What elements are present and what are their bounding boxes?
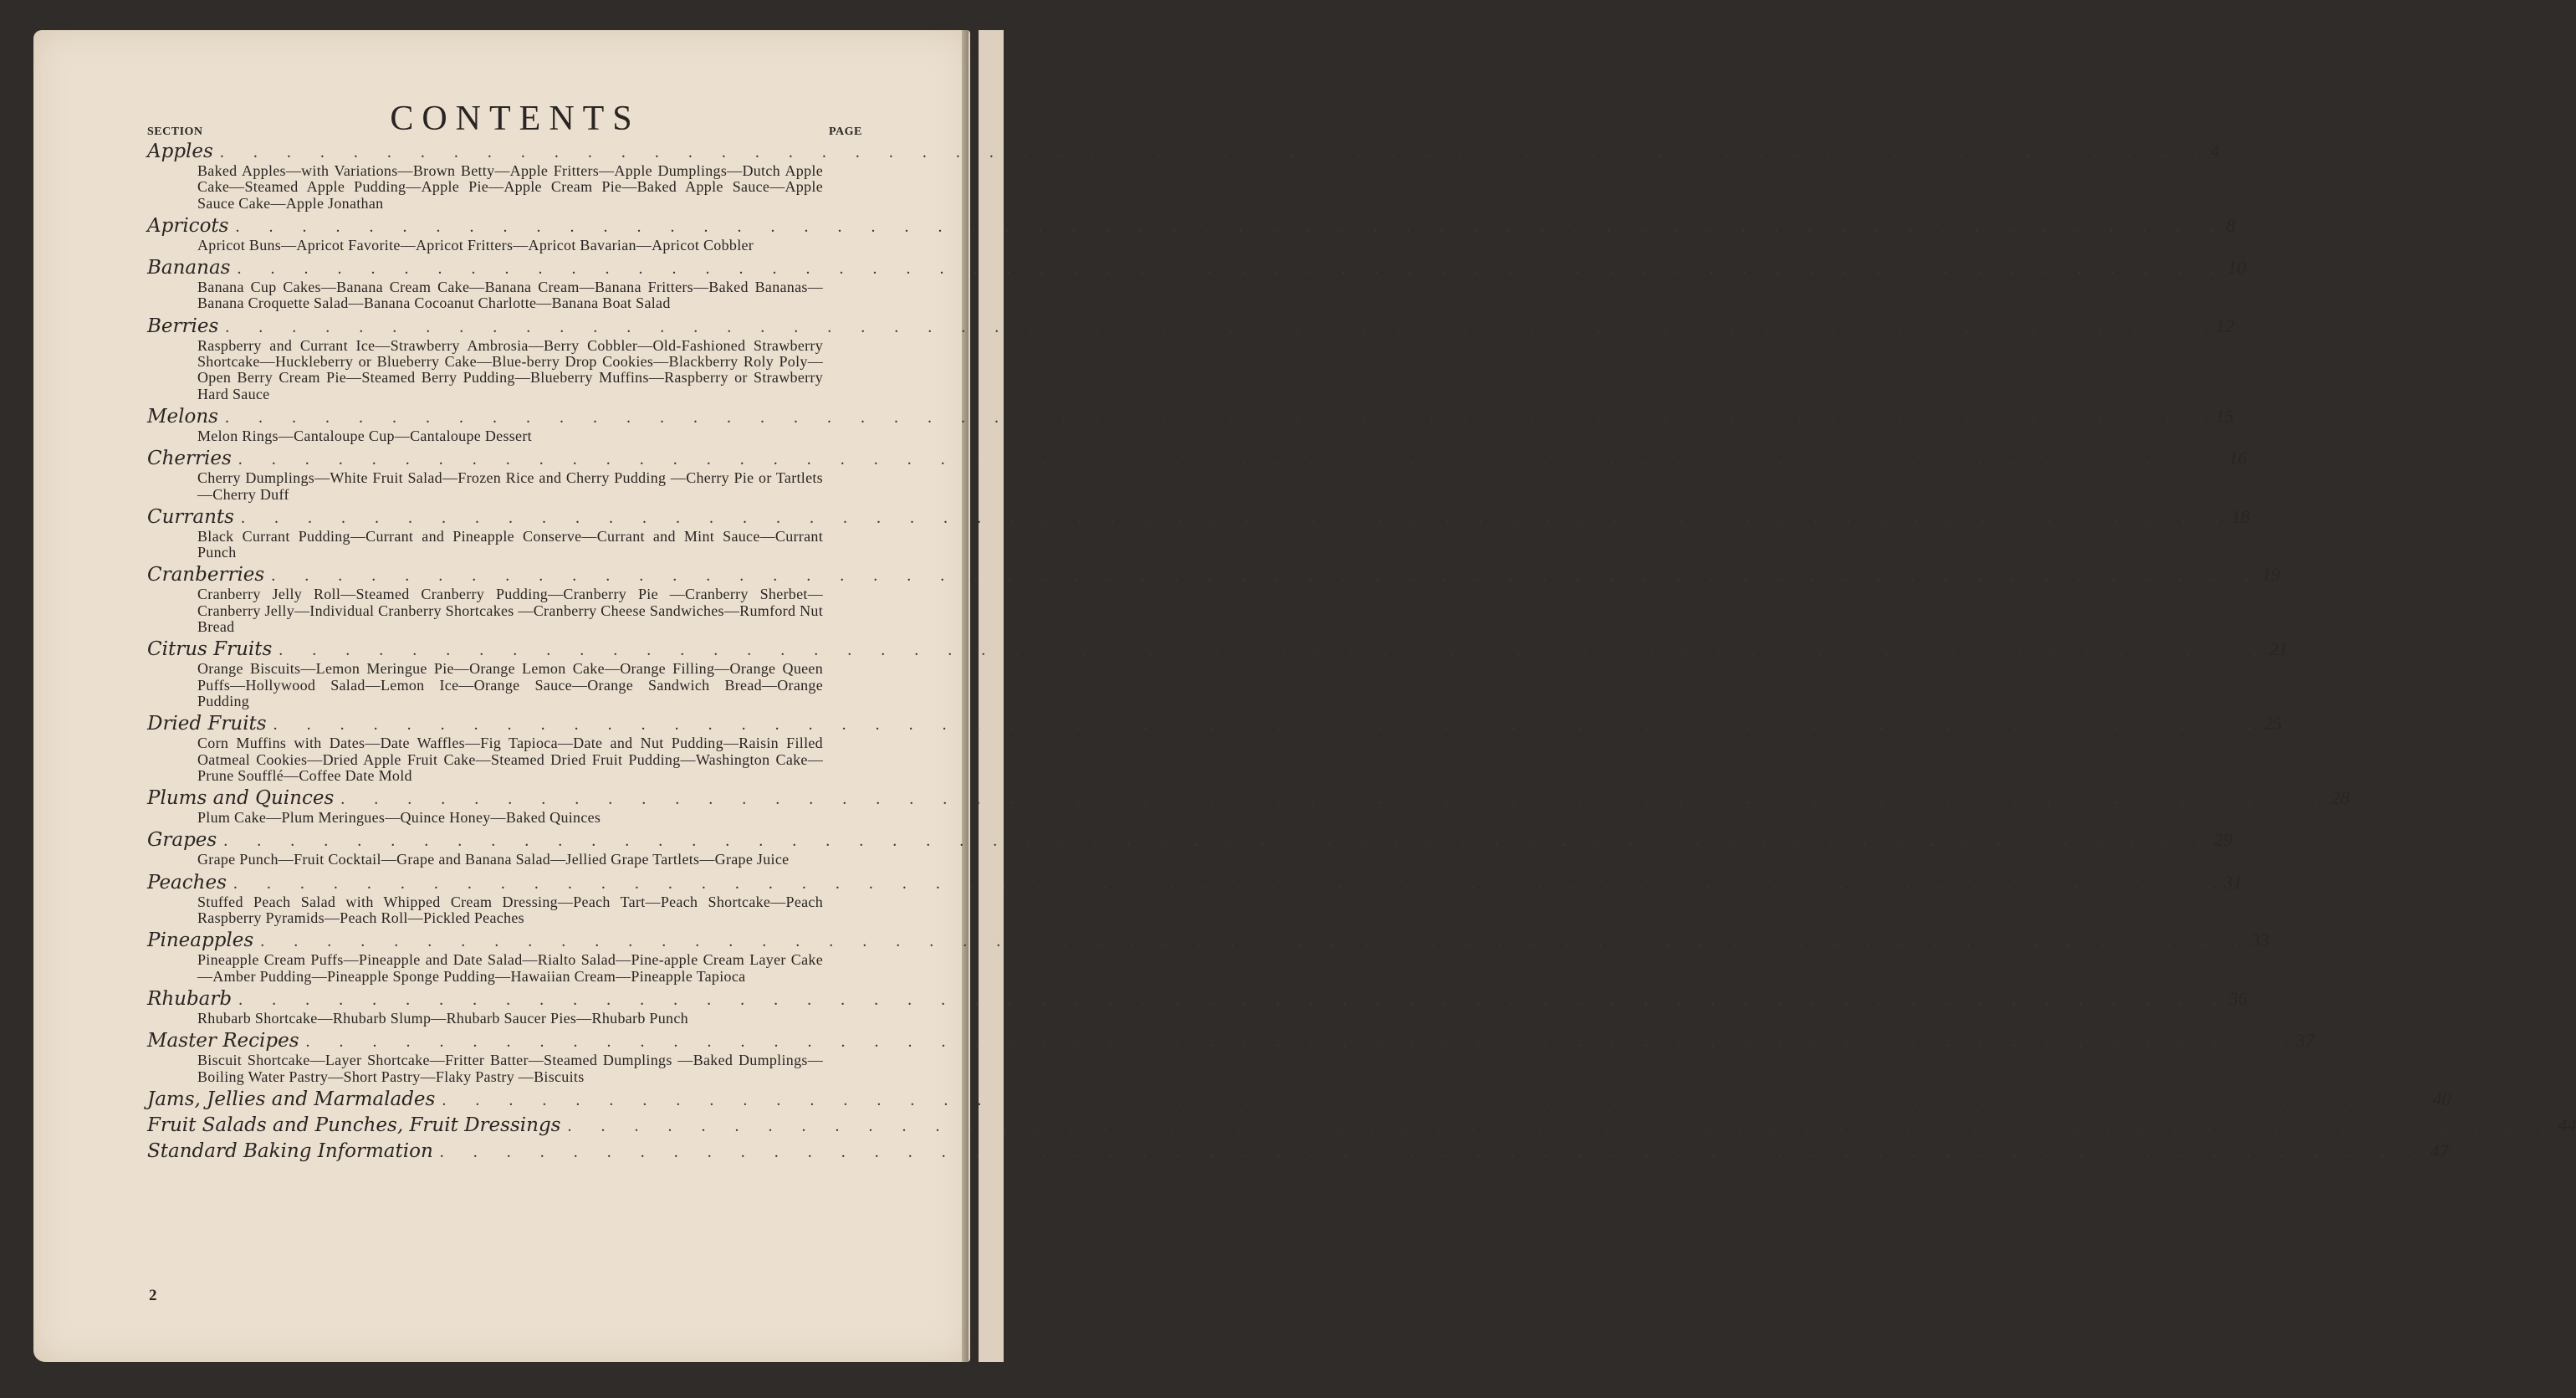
toc-entry: [147, 314, 2235, 404]
toc-heading-row: [147, 928, 2270, 952]
section-page-number: 31: [2223, 871, 2242, 893]
dot-leader: . . . . . . . . . . . . . . . . . . . . . . . . . . . . . . . . . . . . . . . . . . . . . . . . . . . . . . . . . . . .: [279, 641, 2270, 660]
toc-entry: [147, 1113, 2576, 1139]
page-number: 2: [149, 1287, 157, 1304]
toc-entry: [147, 139, 2220, 213]
section-title: Cherries: [147, 448, 232, 470]
dot-leader: . . . . . . . . . . . . . . . . . . . . . . . . . . . . . . . . . . . . . . . . . . . . . . . . . . . . . . . . . . . .: [305, 1032, 2297, 1052]
toc-entry: [147, 827, 2233, 869]
dot-leader: . . . . . . . . . . . . . . . . . . . . . . . . . . . . . . . . . . . . . . . . . . . . . . . . . . . . . . . . . . . .: [439, 1142, 2430, 1161]
section-page-number: 12: [2216, 315, 2235, 336]
section-recipe-list: Rhubarb Shortcake—Rhubarb Slump—Rhubarb Saucer Pies—Rhubarb Punch: [197, 1009, 688, 1027]
section-title: Fruit Salads and Punches, Fruit Dressings: [147, 1114, 561, 1136]
section-title: Master Recipes: [147, 1030, 299, 1052]
toc-heading-row: [147, 255, 2246, 279]
section-title: Apples: [147, 141, 213, 162]
section-title: Grapes: [147, 829, 217, 852]
toc-entry: [147, 928, 2270, 986]
section-page-number: 37: [2296, 1030, 2315, 1052]
toc-entry: [147, 637, 2288, 711]
toc-entry: [147, 255, 2246, 314]
section-recipe-list: Raspberry and Currant Ice—Strawberry Ambrosia—Berry Cobbler—Old-Fashioned Strawberry Shortcake—Huckleberry or Blueberry Cake—Blue-berry Drop Cookies—Blackberry Roly Poly—Open Berry Cream Pie—Steamed Berry Pudding—Blueberry Muffins—Raspberry or Strawberry Hard Sauce: [197, 336, 823, 402]
section-title: Dried Fruits: [147, 713, 267, 735]
section-recipe-list: Black Currant Pudding—Currant and Pineapple Conserve—Currant and Mint Sauce—Currant Punch: [197, 527, 823, 561]
dot-leader: . . . . . . . . . . . . . . . . . . . . . . . . . . . . . . . . . . . . . . . . . . . . . . . . . . . . . . . . . . . .: [273, 715, 2264, 735]
section-recipe-list: Banana Cup Cakes—Banana Cream Cake—Banana Cream—Banana Fritters—Baked Bananas—Banana Croquette Salad—Banana Cocoanut Charlotte—Banana Boat Salad: [197, 279, 823, 312]
dot-leader: . . . . . . . . . . . . . . . . . . . . . . . . . . . . . . . . . . . . . . . . . . . . . . . . . . . . . . . . . . . .: [219, 143, 2211, 161]
section-page-number: 28: [2331, 787, 2350, 809]
toc-entry: [147, 404, 2234, 446]
page-title: CONTENTS: [390, 100, 641, 138]
toc-heading-row: [147, 213, 2236, 238]
toc-heading-row: [147, 1087, 2451, 1111]
section-title: Cranberries: [147, 564, 265, 586]
toc-entry: [147, 562, 2281, 637]
section-title: Melons: [147, 405, 218, 428]
section-title: Bananas: [147, 257, 231, 279]
section-title: Plums and Quinces: [147, 787, 335, 810]
section-recipe-list: Stuffed Peach Salad with Whipped Cream Dressing—Peach Tart—Peach Shortcake—Peach Raspberry Pyramids—Peach Roll—Pickled Peaches: [197, 893, 823, 927]
toc-heading-row: [147, 562, 2281, 586]
section-title: Jams, Jellies and Marmalades: [147, 1088, 436, 1110]
toc-entry: [147, 446, 2247, 504]
toc-heading-row: [147, 1028, 2315, 1052]
section-recipe-list: Plum Cake—Plum Meringues—Quince Honey—Baked Quinces: [197, 809, 601, 827]
dot-leader: . . . . . . . . . . . . . . . . . . . . . . . . . . . . . . . . . . . . . . . . . . . . . . . . . . . . . . . . . . . .: [225, 317, 2216, 336]
dot-leader: . . . . . . . . . . . . . . . . . . . . . . . . . . . . . . . . . . . . . . . . . . . . . . . . . . . . . . . . . . . .: [235, 217, 2226, 236]
section-recipe-list: Apricot Buns—Apricot Favorite—Apricot Fritters—Apricot Bavarian—Apricot Cobbler: [197, 236, 754, 253]
section-page-number: 25: [2263, 713, 2282, 735]
section-recipe-list: Biscuit Shortcake—Layer Shortcake—Fritter Batter—Steamed Dumplings —Baked Dumplings—Boiling Water Pastry—Short Pastry—Flaky Pastry —Biscuits: [197, 1052, 823, 1085]
section-page-number: 47: [2430, 1139, 2449, 1161]
toc-heading-row: [147, 637, 2288, 661]
toc-heading-row: [147, 986, 2248, 1011]
toc-entry: [147, 1028, 2315, 1087]
toc-entry: [147, 213, 2236, 255]
section-page-number: 44: [2558, 1114, 2576, 1135]
toc-heading-row: [147, 786, 2350, 810]
section-page-number: 15: [2215, 405, 2234, 427]
dot-leader: . . . . . . . . . . . . . . . . . . . . . . . . . . . . . . . . . . . . . . . . . . . . . . . . . . . . . . . . . . . .: [238, 450, 2229, 469]
toc-heading-row: [147, 404, 2234, 428]
dot-leader: . . . . . . . . . . . . . . . . . . . . . . . . . . . . . . . . . . . . . . . . . . . . . . . . . . . . . . . . . . . .: [442, 1090, 2433, 1109]
section-column-label: SECTION: [147, 125, 203, 138]
section-recipe-list: Cranberry Jelly Roll—Steamed Cranberry Pudding—Cranberry Pie —Cranberry Sherbet—Cranberry Jelly—Individual Cranberry Shortcakes —Cranberry Cheese Sandwiches—Rumford Nut Bread: [197, 586, 823, 636]
table-of-contents: [147, 139, 2576, 1165]
toc-heading-row: [147, 314, 2235, 338]
section-title: Pineapples: [147, 929, 254, 952]
toc-heading-row: [147, 504, 2250, 529]
toc-heading-row: [147, 711, 2282, 735]
toc-heading-row: [147, 139, 2220, 163]
section-recipe-list: Melon Rings—Cantaloupe Cup—Cantaloupe Dessert: [197, 427, 532, 444]
section-recipe-list: Orange Biscuits—Lemon Meringue Pie—Orange Lemon Cake—Orange Filling—Orange Queen Puffs—Hollywood Salad—Lemon Ice—Orange Sauce—Orange Sandwich Bread—Orange Pudding: [197, 660, 823, 709]
dot-leader: . . . . . . . . . . . . . . . . . . . . . . . . . . . . . . . . . . . . . . . . . . . . . . . . . . . . . . . . . . . .: [238, 990, 2230, 1009]
section-page-number: 10: [2227, 257, 2246, 279]
toc-entry: [147, 1139, 2449, 1165]
section-recipe-list: Grape Punch—Fruit Cocktail—Grape and Banana Salad—Jellied Grape Tartlets—Grape Juice: [197, 851, 790, 868]
section-page-number: 40: [2432, 1088, 2451, 1109]
section-title: Citrus Fruits: [147, 638, 273, 661]
section-page-number: 4: [2210, 141, 2220, 161]
toc-entry: [147, 711, 2282, 786]
section-recipe-list: Corn Muffins with Dates—Date Waffles—Fig Tapioca—Date and Nut Pudding—Raisin Filled Oatmeal Cookies—Dried Apple Fruit Cake—Steamed Dried Fruit Pudding—Washington Cake—Prune Soufflé—Coffee Date Mold: [197, 735, 823, 784]
toc-entry: [147, 986, 2248, 1028]
dot-leader: . . . . . . . . . . . . . . . . . . . . . . . . . . . . . . . . . . . . . . . . . . . . . . . . . . . . . . . . . . . .: [240, 508, 2231, 527]
dot-leader: . . . . . . . . . . . . . . . . . . . . . . . . . . . . . . . . . . . . . . . . . . . . . . . . . . . . . . . . . . . .: [237, 259, 2228, 279]
section-page-number: 36: [2229, 987, 2248, 1009]
toc-heading-row: [147, 827, 2233, 852]
section-page-number: 21: [2269, 638, 2288, 660]
dot-leader: . . . . . . . . . . . . . . . . . . . . . . . . . . . . . . . . . . . . . . . . . . . . . . . . . . . . . . . . . . . .: [340, 790, 2332, 809]
toc-entry: [147, 786, 2350, 827]
section-recipe-list: Baked Apples—with Variations—Brown Betty—Apple Fritters—Apple Dumplings—Dutch Apple Cake—Steamed Apple Pudding—Apple Pie—Apple Cream Pie—Baked Apple Sauce—Apple Sauce Cake—Apple Jonathan: [197, 162, 823, 212]
toc-entry: [147, 870, 2242, 929]
dot-leader: . . . . . . . . . . . . . . . . . . . . . . . . . . . . . . . . . . . . . . . . . . . . . . . . . . . . . . . . . . . .: [223, 832, 2215, 851]
toc-entry: [147, 1087, 2451, 1113]
toc-heading-row: [147, 1139, 2449, 1163]
dot-leader: . . . . . . . . . . . . . . . . . . . . . . . . . . . . . . . . . . . . . . . . . . . . . . . . . . . . . . . . . . . .: [260, 932, 2251, 951]
section-title: Standard Baking Information: [147, 1139, 433, 1162]
toc-heading-row: [147, 446, 2247, 470]
toc-entry: [147, 504, 2250, 563]
section-page-number: 29: [2214, 829, 2233, 851]
dot-leader: . . . . . . . . . . . . . . . . . . . . . . . . . . . . . . . . . . . . . . . . . . . . . . . . . . . . . . . . . . . .: [224, 407, 2216, 427]
section-page-number: 18: [2231, 505, 2250, 527]
dot-leader: . . . . . . . . . . . . . . . . . . . . . . . . . . . . . . . . . . . . . . . . . . . . . . . . . . . . . . . . . . . .: [567, 1116, 2558, 1135]
section-recipe-list: Cherry Dumplings—White Fruit Salad—Frozen Rice and Cherry Pudding —Cherry Pie or Tartlets—Cherry Duff: [197, 469, 823, 503]
page-column-label: PAGE: [829, 125, 862, 138]
section-title: Rhubarb: [147, 987, 233, 1010]
toc-heading-row: [147, 1113, 2576, 1137]
section-recipe-list: Pineapple Cream Puffs—Pineapple and Date Salad—Rialto Salad—Pine-apple Cream Layer Cake—Amber Pudding—Pineapple Sponge Pudding—Hawaiian Cream—Pineapple Tapioca: [197, 951, 823, 985]
section-page-number: 33: [2251, 929, 2270, 951]
section-title: Berries: [147, 315, 219, 337]
section-page-number: 8: [2226, 214, 2236, 236]
section-title: Apricots: [147, 214, 229, 237]
section-title: Currants: [147, 505, 234, 528]
section-title: Peaches: [147, 871, 227, 894]
section-page-number: 16: [2228, 448, 2247, 469]
section-page-number: 19: [2262, 564, 2281, 586]
toc-heading-row: [147, 870, 2242, 894]
dot-leader: . . . . . . . . . . . . . . . . . . . . . . . . . . . . . . . . . . . . . . . . . . . . . . . . . . . . . . . . . . . .: [233, 873, 2224, 893]
dot-leader: . . . . . . . . . . . . . . . . . . . . . . . . . . . . . . . . . . . . . . . . . . . . . . . . . . . . . . . . . . . .: [271, 566, 2262, 586]
